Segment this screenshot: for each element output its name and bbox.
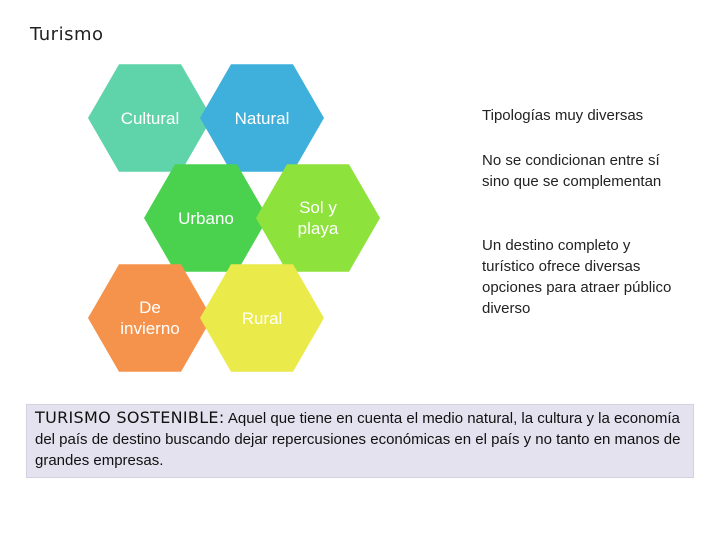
slide-title: Turismo — [30, 24, 104, 45]
note-typologies: Tipologías muy diversas — [482, 107, 644, 124]
hexagon-label-sol-playa: Sol y playa — [297, 198, 339, 238]
hexagon-label-cultural: Cultural — [120, 108, 180, 128]
note-complete-destination: Un destino completo y turístico ofrece diversas opciones para atraer público diverso — [482, 237, 672, 317]
definition-term: TURISMO SOSTENIBLE: — [35, 408, 225, 427]
hexagon-label-invierno: De invierno — [120, 298, 180, 338]
hexagon-label-rural: Rural — [241, 308, 283, 328]
note-complement: No se condicionan entre sí sino que se complementan — [482, 152, 662, 190]
definition-box — [26, 404, 694, 478]
hexagon-label-urbano: Urbano — [178, 208, 234, 228]
definition-text: Aquel que tiene en cuenta el medio natural, la cultura y la economía del país de destino buscando dejar repercusiones económicas en el país y no tanto en manos de grandes empresas. — [35, 410, 681, 469]
hexagon-label-natural: Natural — [234, 108, 290, 128]
